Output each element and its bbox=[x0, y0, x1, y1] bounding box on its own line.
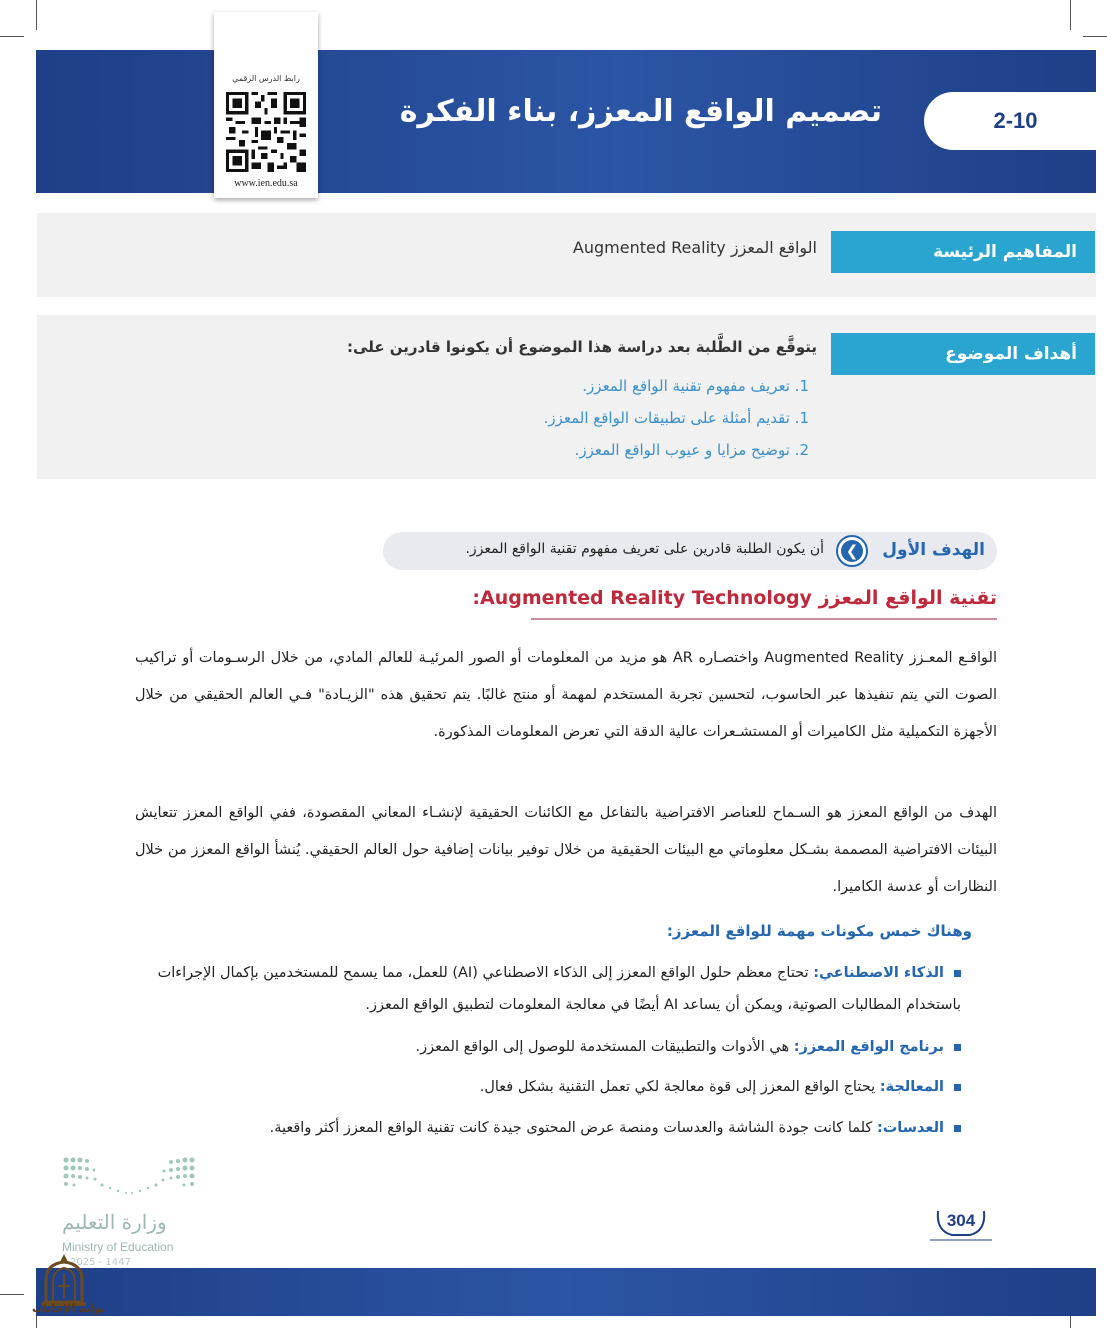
page-number: 304 bbox=[946, 1211, 976, 1230]
arrow-left-icon: ❮ bbox=[836, 535, 868, 567]
portal-name: بوابة الإجابات bbox=[32, 1302, 105, 1315]
bullet-item bbox=[146, 957, 961, 1021]
concepts-label-text: المفاهيم الرئيسة bbox=[933, 242, 1077, 262]
paragraph-1: الواقـع المعـزز Augmented Reality واختصـاره AR هو مزيد من المعلومات أو الصور المرئيـة للعالم المادي، من خلال الرسـومات أو تراكيب الصوت التي يتم تنفيذها عبر الحاسوب، لتحسين تجربة المستخدم لمهمة أو منتج غالبًا. يتم تحقيق هذه "الزيـادة" فـي العالم الحقيقي من خلال الأجهزة التكميلية مثل الكاميرات أو المستشـعرات عالية الدقة التي تعرض المعلومات المذكورة. bbox=[135, 650, 997, 740]
bullet-square-icon bbox=[954, 1084, 961, 1091]
bullet-term: الذكاء الاصطناعي: bbox=[813, 965, 944, 981]
concepts-label bbox=[831, 231, 1095, 273]
paragraph-2: الهدف من الواقع المعزز هو السـماح للعناصر الافتراضية بالتفاعل مع الكائنات الحقيقية لإنشـاء المعاني المقصودة، ففي الواقع المعزز تتعايش البيئات الافتراضية المصممة بشـكل معلوماتي مع البيئات الحقيقية من خلال توفير بيانات إضافية حول العالم الحقيقي. يُنشأ الواقع المعزز من خلال النظارات أو عدسة الكاميرا. bbox=[135, 805, 997, 895]
page-number-badge bbox=[930, 1207, 992, 1243]
objectives-label-text: أهداف الموضوع bbox=[945, 344, 1077, 364]
qr-code-icon[interactable] bbox=[226, 92, 306, 172]
bullet-square-icon bbox=[954, 1125, 961, 1132]
bullet-item bbox=[146, 1112, 961, 1144]
components-heading: وهناك خمس مكونات مهمة للواقع المعزز: bbox=[666, 922, 972, 940]
section-heading: تقنية الواقع المعزز Augmented Reality Technology: bbox=[472, 587, 997, 609]
objective-item: 1. تعريف مفهوم تقنية الواقع المعزز. bbox=[582, 377, 809, 395]
objective-item: 2. توضيح مزايا و عيوب الواقع المعزز. bbox=[574, 441, 809, 459]
qr-caption: رابط الدرس الرقمي bbox=[232, 74, 300, 83]
bullet-text: كلما كانت جودة الشاشة والعدسات ومنصة عرض المحتوى جيدة كانت تقنية الواقع المعزز أكثر واقعية. bbox=[269, 1120, 877, 1136]
bullet-item bbox=[146, 1031, 961, 1063]
bullet-square-icon bbox=[954, 970, 961, 977]
portal-logo-icon bbox=[38, 1252, 90, 1308]
ministry-name-en: Ministry of Education bbox=[62, 1240, 174, 1254]
bullet-term: المعالجة: bbox=[879, 1079, 944, 1095]
concepts-text: الواقع المعزز Augmented Reality bbox=[572, 238, 817, 257]
objectives-label bbox=[831, 333, 1095, 375]
ministry-logo-icon bbox=[62, 1155, 197, 1200]
goal-label: الهدف الأول bbox=[882, 540, 985, 560]
objective-item: 1. تقديم أمثلة على تطبيقات الواقع المعزز. bbox=[543, 409, 809, 427]
ministry-name-ar: وزارة التعليم bbox=[62, 1210, 167, 1234]
footer-band bbox=[36, 1268, 1096, 1316]
bullet-text: هي الأدوات والتطبيقات المستخدمة للوصول إلى الواقع المعزز. bbox=[415, 1039, 794, 1055]
bullet-term: برنامج الواقع المعزز: bbox=[793, 1039, 944, 1055]
lesson-title: تصميم الواقع المعزز، بناء الفكرة bbox=[399, 94, 882, 129]
qr-url[interactable]: www.ien.edu.sa bbox=[234, 178, 298, 189]
bullet-term: العدسات: bbox=[876, 1120, 944, 1136]
bullet-square-icon bbox=[954, 1044, 961, 1051]
lesson-number-tab bbox=[924, 92, 1107, 150]
bullet-text: يحتاج الواقع المعزز إلى قوة معالجة لكي تعمل التقنية بشكل فعال. bbox=[479, 1079, 880, 1095]
bullet-item bbox=[146, 1071, 961, 1103]
qr-card[interactable] bbox=[214, 12, 318, 198]
ministry-year: 2025 - 1447 bbox=[70, 1257, 131, 1268]
lesson-number: 2-10 bbox=[993, 108, 1038, 133]
objectives-intro: يتوقَّع من الطَّلبة بعد دراسة هذا الموضوع أن يكونوا قادرين على: bbox=[347, 338, 817, 356]
bullet-text: تحتاج معظم حلول الواقع المعزز إلى الذكاء الاصطناعي (AI) للعمل، مما يسمح للمستخدمين بإكمال الإجراءات باستخدام المطالبات الصوتية، ويمكن أن يساعد AI أيضًا في معالجة المعلومات لتطبيق الواقع المعزز. bbox=[157, 965, 961, 1013]
goal-text: أن يكون الطلبة قادرين على تعريف مفهوم تقنية الواقع المعزز. bbox=[465, 541, 824, 557]
section-underline bbox=[531, 618, 997, 620]
